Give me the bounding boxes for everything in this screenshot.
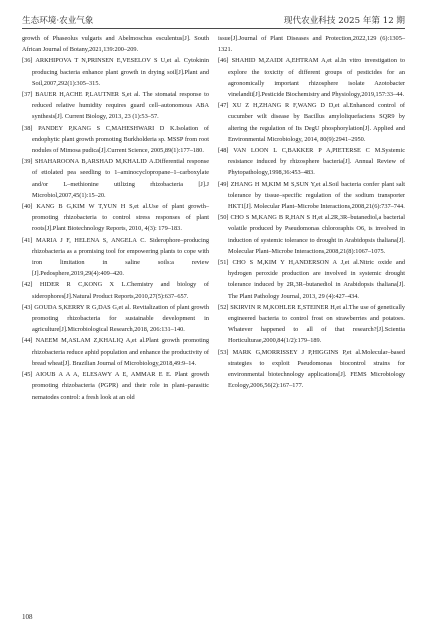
reference-entry: [38] PANDEY P,KANG S C,MAHESHWARI D K.Isolation of endophytic plant growth promoting Burkholderia sp. MSSP from root nodules of Mimosa pudica[J].Current Science, 2005,89(1):177–180. [22,124,209,155]
section-title: 生态环境·农业气象 [22,16,94,26]
header-rule [22,28,405,29]
reference-entry: [44] NAEEM M,ASLAM Z,KHALIQ A,et al.Plant growth promoting rhizobacteria reduce aphid population and enhance the productivity of bread wheat[J]. Brazilian Journal of Microbiology,2018,49:9–14. [22,337,209,367]
reference-entry: [50] CHO S M,KANG B R,HAN S H,et al.2R,3R–butanediol,a bacterial volatile produced by Pseudomonas chlororaphis O6, is involved in induction of systemic tolerance to drought in Arabidopsis thaliana[J]. Molecular Plant–Microbe Interactions,2008,21(8):1067–1075. [218,214,405,255]
reference-entry: [47] XU Z H,ZHANG R F,WANG D D,et al.Enhanced control of cucumber wilt disease by Bacillus amyloliquefaciens SQR9 by altering the regulation of Its DegU phosphorylation[J]. Applied and Environmental Microbiology, 2014, 80(9):2941–2950. [218,102,405,143]
reference-entry: [41] MARIA J F, HELENA S, ANGELA C. Siderophore–producing rhizobacteria as a promising tool for empowering plants to cope with iron limitation in saline soils:a review [J].Pedosphere,2019,29(4):409–420. [22,236,209,278]
reference-entry: issue[J].Journal of Plant Diseases and Protection,2022,129 (6):1305–1321. [218,35,405,54]
reference-entry: [43] GOUDA S,KERRY R G,DAS G,et al. Revitalization of plant growth promoting rhizobacteria for sustainable development in agriculture[J].Microbiological Research,2018, 206:131–140. [22,303,209,334]
reference-entry: [45] AIOUB A A A, ELESAWY A E, AMMAR E E. Plant growth promoting rhizobacteria (PGPR) and their role in plant–parasitic nematodes control: a fresh look at an old [22,371,209,401]
reference-entry: [48] VAN LOON L C,BAKKER P A,PIETERSE C M.Systemic resistance induced by rhizosphere bacteria[J]. Annual Review of Phytopathology,1998,36:453–483. [218,147,405,177]
reference-column-left [22,33,209,403]
reference-entry: [39] SHAHAROONA B,ARSHAD M,KHALID A.Differential response of etiolated pea seedling to 1–aminocyclopropane–1–carboxylate and/or L–methionine utilizing rhizobacteria [J].J Microbiol,2007,45(1):15–20. [22,158,209,199]
reference-entry: [52] SKIRVIN R M,KOHLER E,STEINER H,et al.The use of genetically engineered bacteria to control frost on strawberries and potatoes. Whatever happened to all of that research?[J].Scientia Horticulturae,2000,84(1/2):179–189. [218,303,405,345]
reference-entry: [53] MARK G,MORRISSEY J P,HIGGINS P,et al.Molecular–based strategies to exploit Pseudomonas biocontrol strains for environmental biotechnology applications[J]. FEMS Microbiology Ecology,2006,56(2):167–177. [218,348,405,390]
running-header [22,14,405,28]
reference-entry: [51] CHO S M,KIM Y H,ANDERSON A J,et al.Nitric oxide and hydrogen peroxide production are involved in systemic drought tolerance induced by 2R,3R–butanediol in Arabidopsis thaliana[J]. The Plant Pathology Journal, 2013, 29 (4):427–434. [218,259,405,300]
reference-entry: [49] ZHANG H M,KIM M S,SUN Y,et al.Soil bacteria confer plant salt tolerance by tissue–specific regulation of the sodium transporter HKT1[J]. Molecular Plant–Microbe Interactions,2008,21(6):737–744. [218,180,405,211]
reference-entry: [46] SHAHID M,ZAIDI A,EHTRAM A,et al.In vitro investigation to explore the toxicity of different groups of pesticides for an agronomically important rhizosphere isolate Azotobacter vinelandii[J].Pesticide Biochemistry and Physiology,2019,157:33–44. [218,57,405,99]
reference-entry: [36] ARKHIPOVA T N,PRINSEN E,VESELOV S U,et al. Cytokinin producing bacteria enhance plant growth in drying soil[J].Plant and Soil,2007,292(1):305–315. [22,57,209,87]
reference-entry: [37] BAUER H,ACHE P,LAUTNER S,et al. The stomatal response to reduced relative humidity requires guard cell–autonomous ABA synthesis[J]. Current Biology, 2013, 23 (1):53–57. [22,91,209,121]
reference-entry: [42] HIDER R C,KONG X L.Chemistry and biology of siderophores[J].Natural Product Reports,2010,27(5):637–657. [22,281,209,300]
reference-entry: [40] KANG B G,KIM W T,YUN H S,et al.Use of plant growth–promoting rhizobacteria to control stress responses of plant roots[J].Plant Biotechnology Reports, 2010, 4(3): 179–183. [22,203,209,233]
page-number: 108 [22,613,33,621]
journal-issue: 现代农业科技 2025 年第 12 期 [283,16,405,26]
reference-column-right [218,33,405,392]
reference-entry: growth of Phaseolus vulgaris and Abelmoschus esculentus[J]. South African Journal of Botany,2021,139:200–209. [22,35,209,54]
